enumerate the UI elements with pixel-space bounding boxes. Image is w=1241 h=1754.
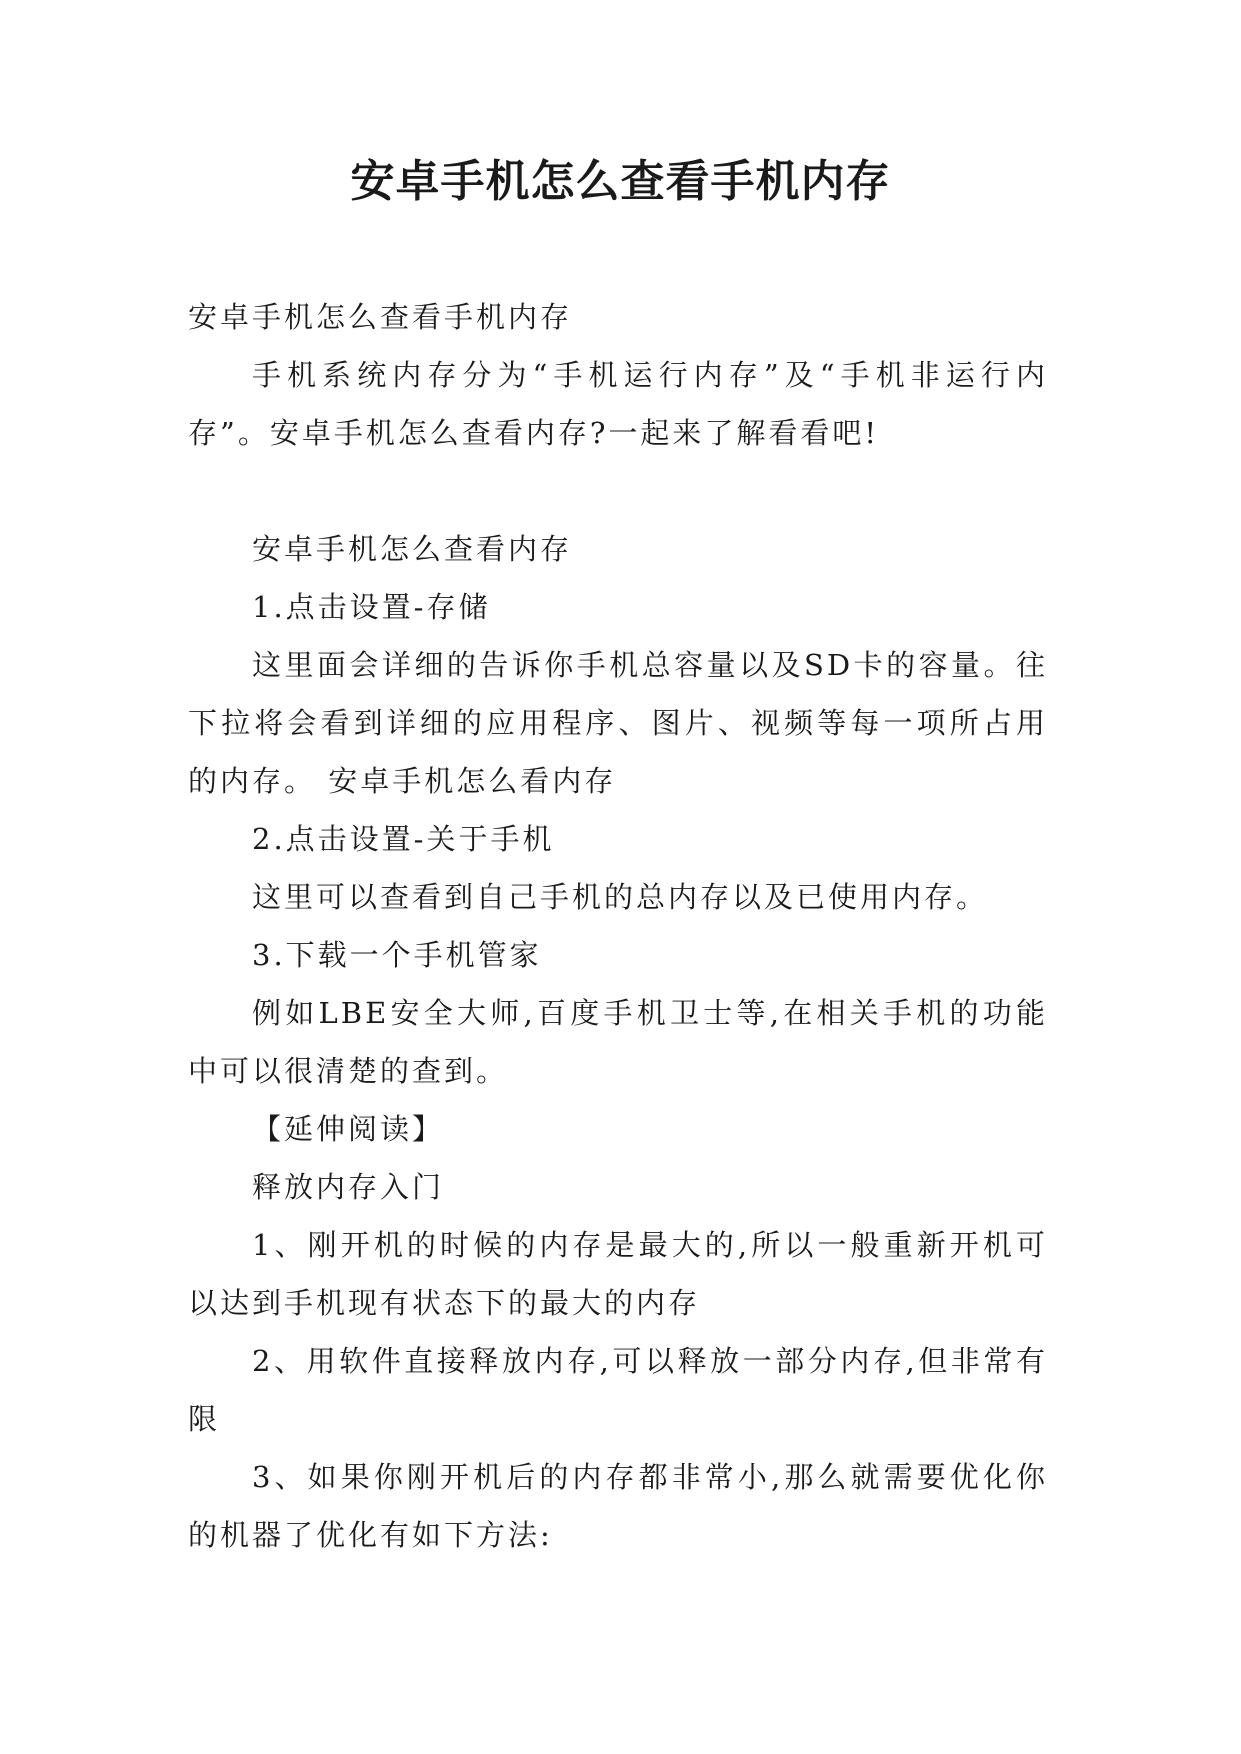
paragraph-spacer [188,462,1048,520]
extended-reading-heading: 【延伸阅读】 [252,1112,445,1146]
tip-3: 3、如果你刚开机后的内存都非常小,那么就需要优化你的机器了优化有如下方法: [188,1460,1048,1552]
document-title: 安卓手机怎么查看手机内存 [350,156,891,207]
step-2: 2.点击设置-关于手机 [252,822,555,856]
step-3: 3.下载一个手机管家 [252,938,542,972]
step-1-description: 这里面会详细的告诉你手机总容量以及SD卡的容量。往下拉将会看到详细的应用程序、图片、视频等每一项所占用的内存。 安卓手机怎么看内存 [188,648,1048,798]
document-body [188,288,1048,1564]
step-3-description: 例如LBE安全大师,百度手机卫士等,在相关手机的功能中可以很清楚的查到。 [188,996,1048,1088]
release-memory-heading: 释放内存入门 [252,1170,445,1204]
section-heading: 安卓手机怎么查看内存 [252,532,573,566]
step-1: 1.点击设置-存储 [252,590,491,624]
tip-1: 1、刚开机的时候的内存是最大的,所以一般重新开机可以达到手机现有状态下的最大的内存 [188,1228,1048,1320]
step-2-description: 这里可以查看到自己手机的总内存以及已使用内存。 [252,880,989,914]
tip-2: 2、用软件直接释放内存,可以释放一部分内存,但非常有限 [188,1344,1048,1436]
paragraph-intro: 手机系统内存分为“手机运行内存”及“手机非运行内存”。安卓手机怎么查看内存?一起来了解看看吧! [188,358,1048,450]
paragraph-subtitle: 安卓手机怎么查看手机内存 [188,300,573,334]
